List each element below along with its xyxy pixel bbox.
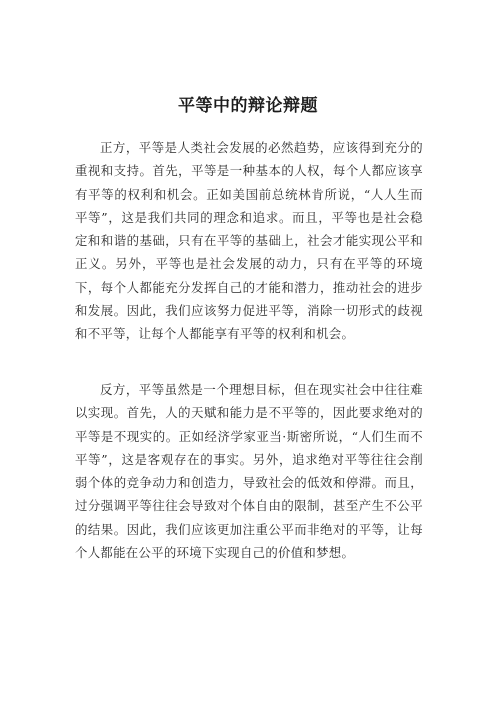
document-title: 平等中的辩论辩题 bbox=[178, 96, 318, 117]
paragraph-affirmative: 正方，平等是人类社会发展的必然趋势，应该得到充分的重视和支持。首先，平等是一种基本的人权，每个人都应该享有平等的权利和机会。正如美国前总统林肯所说，“人人生而平等”，这是我们共同的理念和追求。而且，平等也是社会稳定和和谐的基础，只有在平等的基础上，社会才能实现公平和正义。另外，平等也是社会发展的动力，只有在平等的环境下，每个人都能充分发挥自己的才能和潜力，推动社会的进步和发展。因此，我们应该努力促进平等，消除一切形式的歧视和不平等，让每个人都能享有平等的权利和机会。 bbox=[75, 140, 423, 342]
paragraph-negative: 反方，平等虽然是一个理想目标，但在现实社会中往往难以实现。首先，人的天赋和能力是不平等的，因此要求绝对的平等是不现实的。正如经济学家亚当·斯密所说，“人们生而不平等”，这是客观存在的事实。另外，追求绝对平等往往会削弱个体的竞争动力和创造力，导致社会的低效和停滞。而且，过分强调平等往往会导致对个体自由的限制，甚至产生不公平的结果。因此，我们应该更加注重公平而非绝对的平等，让每个人都能在公平的环境下实现自己的价值和梦想。 bbox=[75, 382, 423, 561]
